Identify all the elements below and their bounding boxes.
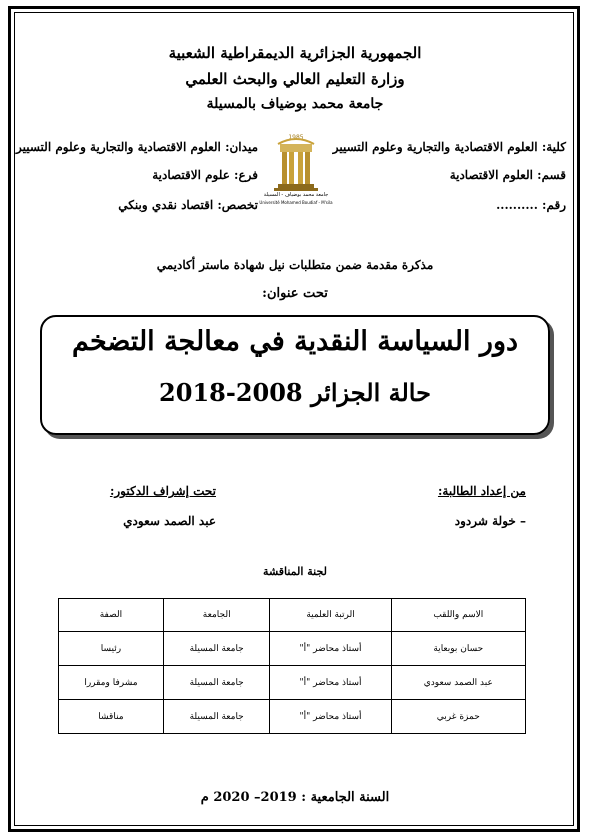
table-row [59,666,526,700]
academic-year: السنة الجامعية : 2019– 2020 م [200,790,390,805]
field-label: ميدان: العلوم الاقتصادية والتجارية وعلوم التسيير [15,140,258,154]
logo-year: 1985 [288,134,304,141]
table-header-cell: الجامعة [163,599,270,632]
ministry-heading: وزارة التعليم العالي والبحث العلمي [185,70,405,88]
member-role: مشرفا ومقررا [59,666,164,700]
committee-title: لجنة المناقشة [263,565,327,578]
member-role: مناقشا [59,700,164,734]
faculty-label: كلية: العلوم الاقتصادية والتجارية وعلوم التسيير [332,140,566,154]
reference-number: رقم: .......... [496,198,566,212]
thesis-subtitle: حالة الجزائر 2008-2018 [159,378,431,407]
student-name: – خولة شردود [454,514,526,528]
table-header-row [59,599,526,632]
under-title-label: تحت عنوان: [262,286,328,301]
member-rank: أستاذ محاضر "أ" [270,666,391,700]
member-role: رئيسا [59,632,164,666]
memo-statement: مذكرة مقدمة ضمن متطلبات نيل شهادة ماستر أكاديمي [156,258,434,272]
logo-name-ar: جامعة محمد بوضياف - المسيلة [263,192,329,198]
university-logo [259,130,333,214]
supervisor-name: عبد الصمد سعودي [123,514,216,528]
member-name: عبد الصمد سعودي [391,666,525,700]
student-label: من إعداد الطالبة: [437,484,526,498]
table-header-cell: الصفة [59,599,164,632]
specialty-label: تخصص: اقتصاد نقدي وبنكي [118,198,258,212]
logo-name-latin: Université Mohamed Boudiaf - M'sila [259,200,333,205]
thesis-title: دور السياسة النقدية في معالجة التضخم [71,326,519,357]
member-name: حمزة غربي [391,700,525,734]
university-heading: جامعة محمد بوضياف بالمسيلة [206,96,384,112]
member-rank: أستاذ محاضر "أ" [270,632,391,666]
table-row [59,700,526,734]
supervisor-label: تحت إشراف الدكتور: [109,484,216,498]
member-name: حسان بوبعاية [391,632,525,666]
table-header-cell: الرتبة العلمية [270,599,391,632]
table-header-cell: الاسم واللقب [391,599,525,632]
table-row [59,632,526,666]
member-university: جامعة المسيلة [163,666,270,700]
member-rank: أستاذ محاضر "أ" [270,700,391,734]
committee-table [58,598,526,734]
branch-label: فرع: علوم الاقتصادية [152,168,258,182]
department-label: قسم: العلوم الاقتصادية [449,168,566,182]
member-university: جامعة المسيلة [163,700,270,734]
republic-heading: الجمهورية الجزائرية الديمقراطية الشعبية [168,44,422,62]
member-university: جامعة المسيلة [163,632,270,666]
